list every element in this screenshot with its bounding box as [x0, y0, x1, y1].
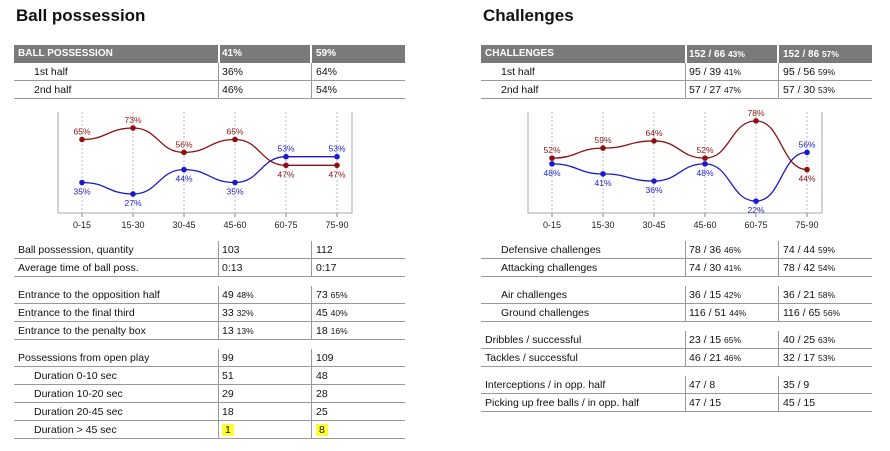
data-label: 48%	[543, 167, 561, 178]
data-label: 59%	[594, 135, 612, 146]
column-divider	[218, 81, 219, 99]
row-label: Interceptions / in opp. half	[485, 379, 606, 391]
team-a-value: 13 13%	[222, 325, 254, 337]
x-tick-label: 45-60	[223, 220, 247, 230]
stat-row	[481, 376, 872, 394]
column-divider	[778, 63, 779, 81]
column-divider	[685, 81, 686, 99]
data-label: 22%	[747, 205, 765, 216]
data-point	[232, 180, 238, 186]
row-divider	[14, 98, 405, 99]
column-divider	[218, 286, 219, 304]
series-line	[82, 128, 337, 165]
column-divider	[311, 403, 312, 421]
team-a-value: 47 / 8	[689, 379, 716, 391]
data-label: 52%	[696, 145, 714, 156]
row-label: Entrance to the opposition half	[18, 289, 160, 301]
column-divider	[218, 304, 219, 322]
team-b-value: 74 / 44 59%	[783, 244, 836, 256]
column-divider	[311, 349, 312, 367]
data-point	[804, 167, 810, 173]
data-point	[753, 198, 759, 204]
header-team-b: 59%	[316, 48, 337, 59]
chart-frame	[58, 112, 352, 213]
half-row	[14, 81, 405, 99]
ball-possession-header	[14, 45, 405, 63]
row-label: Duration 10-20 sec	[34, 388, 123, 400]
data-point	[549, 161, 555, 167]
row-label: Entrance to the penalty box	[18, 325, 146, 337]
data-label: 48%	[696, 167, 714, 178]
column-divider	[311, 241, 312, 259]
team-b-value: 40 / 25 63%	[783, 334, 836, 346]
team-a-value: 99	[222, 352, 234, 364]
ball-possession-title: Ball possession	[16, 6, 146, 25]
team-b-value: 32 / 17 53%	[783, 352, 836, 364]
data-label: 53%	[277, 143, 295, 154]
data-point	[283, 163, 289, 169]
stat-row	[14, 367, 405, 385]
column-divider	[218, 322, 219, 340]
column-divider	[218, 259, 219, 277]
data-label: 53%	[328, 143, 346, 154]
data-label: 35%	[226, 186, 244, 197]
team-a-value: 49 48%	[222, 289, 254, 301]
column-divider	[311, 367, 312, 385]
team-a-value: 23 / 15 65%	[689, 334, 742, 346]
row-label: Air challenges	[501, 289, 567, 301]
x-tick-label: 15-30	[121, 220, 145, 230]
column-divider	[311, 81, 312, 99]
team-b-value: 95 / 56 59%	[783, 66, 836, 78]
column-divider	[685, 349, 686, 367]
column-divider	[311, 322, 312, 340]
team-a-value: 36 / 15 42%	[689, 289, 742, 301]
stat-row	[14, 421, 405, 439]
column-divider	[685, 331, 686, 349]
row-divider	[14, 438, 405, 439]
data-point	[600, 145, 606, 151]
header-team-a: 41%	[222, 48, 243, 59]
row-divider	[481, 98, 872, 99]
row-divider	[481, 276, 872, 277]
half-row	[14, 63, 405, 81]
stat-row	[481, 259, 872, 277]
header-team-b: 152 / 86 57%	[783, 49, 839, 60]
team-b-value: 18 16%	[316, 325, 348, 337]
column-divider	[218, 241, 219, 259]
data-point	[753, 118, 759, 124]
team-b-value: 54%	[316, 84, 338, 96]
row-label: 2nd half	[34, 84, 72, 96]
column-divider	[778, 259, 779, 277]
row-label: Entrance to the final third	[18, 307, 135, 319]
data-point	[600, 171, 606, 177]
possession-chart	[0, 104, 400, 239]
challenges-chart	[470, 104, 870, 239]
stat-row	[481, 331, 872, 349]
stat-row	[14, 385, 405, 403]
series-line	[552, 152, 807, 201]
column-divider	[685, 259, 686, 277]
team-a-value: 33 32%	[222, 307, 254, 319]
row-label: Average time of ball poss.	[18, 262, 139, 274]
row-divider	[14, 339, 405, 340]
data-point	[804, 150, 810, 156]
row-divider	[481, 366, 872, 367]
data-label: 64%	[645, 127, 663, 138]
data-label: 52%	[543, 145, 561, 156]
series-line	[82, 157, 337, 194]
data-label: 73%	[124, 115, 142, 126]
team-a-value: 1	[222, 421, 234, 439]
row-label: Defensive challenges	[501, 244, 601, 256]
team-a-value: 36%	[222, 66, 244, 78]
column-divider	[311, 259, 312, 277]
stat-row	[481, 349, 872, 367]
data-point	[79, 137, 85, 143]
data-point	[130, 191, 136, 197]
data-point	[549, 155, 555, 161]
team-b-value: 25	[316, 406, 328, 418]
data-point	[651, 178, 657, 184]
column-divider	[685, 241, 686, 259]
team-b-value: 35 / 9	[783, 379, 810, 391]
challenges-title: Challenges	[483, 6, 574, 25]
data-point	[181, 167, 187, 173]
row-label: 1st half	[34, 66, 68, 78]
data-label: 65%	[226, 126, 244, 137]
data-point	[181, 150, 187, 156]
column-divider	[218, 63, 219, 81]
column-divider	[218, 385, 219, 403]
data-label: 56%	[798, 139, 816, 150]
column-divider	[685, 304, 686, 322]
row-label: Duration 20-45 sec	[34, 406, 123, 418]
column-divider	[218, 367, 219, 385]
team-b-value: 36 / 21 58%	[783, 289, 836, 301]
column-divider	[685, 286, 686, 304]
series-line	[552, 121, 807, 170]
stat-row	[14, 322, 405, 340]
header-label: CHALLENGES	[485, 48, 554, 59]
column-divider	[778, 241, 779, 259]
challenges-header	[481, 45, 872, 63]
team-a-value: 78 / 36 46%	[689, 244, 742, 256]
x-tick-label: 0-15	[542, 220, 562, 230]
column-divider	[311, 286, 312, 304]
team-b-value: 28	[316, 388, 328, 400]
team-a-value: 51	[222, 370, 234, 382]
x-tick-label: 30-45	[172, 220, 196, 230]
team-a-value: 47 / 15	[689, 397, 722, 409]
team-a-value: 74 / 30 41%	[689, 262, 742, 274]
data-label: 41%	[594, 177, 612, 188]
chart-frame	[528, 112, 822, 216]
team-a-value: 0:13	[222, 262, 243, 274]
data-point	[651, 138, 657, 144]
team-b-value: 45 / 15	[783, 397, 816, 409]
data-label: 44%	[175, 173, 193, 184]
data-point	[334, 163, 340, 169]
header-label: BALL POSSESSION	[18, 48, 113, 59]
column-divider	[778, 394, 779, 412]
column-divider	[685, 63, 686, 81]
stat-row	[14, 259, 405, 277]
column-divider	[778, 81, 779, 99]
row-label: Possessions from open play	[18, 352, 150, 364]
x-tick-label: 30-45	[642, 220, 666, 230]
stat-row	[14, 286, 405, 304]
column-divider	[778, 376, 779, 394]
column-divider	[311, 304, 312, 322]
row-divider	[481, 411, 872, 412]
team-a-value: 29	[222, 388, 234, 400]
row-divider	[14, 276, 405, 277]
data-label: 65%	[73, 126, 91, 137]
stat-row	[481, 241, 872, 259]
team-b-value: 64%	[316, 66, 338, 78]
data-point	[702, 161, 708, 167]
data-point	[334, 154, 340, 160]
data-label: 78%	[747, 107, 765, 118]
row-label: Dribbles / successful	[485, 334, 582, 346]
data-label: 36%	[645, 185, 663, 196]
data-label: 35%	[73, 186, 91, 197]
column-divider	[778, 349, 779, 367]
column-divider	[218, 403, 219, 421]
team-b-value: 48	[316, 370, 328, 382]
row-label: Tackles / successful	[485, 352, 578, 364]
x-tick-label: 60-75	[744, 220, 768, 230]
team-b-value: 73 65%	[316, 289, 348, 301]
team-b-value: 116 / 65 56%	[783, 307, 841, 319]
data-point	[232, 137, 238, 143]
stat-row	[14, 241, 405, 259]
team-a-value: 116 / 51 44%	[689, 307, 747, 319]
data-label: 47%	[277, 169, 295, 180]
row-label: Ground challenges	[501, 307, 590, 319]
column-divider	[311, 385, 312, 403]
team-a-value: 57 / 27 47%	[689, 84, 742, 96]
column-divider	[218, 349, 219, 367]
data-point	[79, 180, 85, 186]
row-label: Attacking challenges	[501, 262, 598, 274]
half-row	[481, 81, 872, 99]
team-b-value: 78 / 42 54%	[783, 262, 836, 274]
data-label: 56%	[175, 139, 193, 150]
row-label: Ball possession, quantity	[18, 244, 134, 256]
team-b-value: 8	[316, 421, 328, 439]
data-label: 44%	[798, 173, 816, 184]
team-a-value: 103	[222, 244, 240, 256]
stat-row	[481, 286, 872, 304]
stat-row	[481, 394, 872, 412]
stat-row	[14, 304, 405, 322]
team-b-value: 57 / 30 53%	[783, 84, 836, 96]
data-point	[283, 154, 289, 160]
team-a-value: 46%	[222, 84, 244, 96]
x-tick-label: 75-90	[795, 220, 819, 230]
column-divider	[778, 304, 779, 322]
column-divider	[778, 286, 779, 304]
row-label: Duration 0-10 sec	[34, 370, 117, 382]
x-tick-label: 60-75	[274, 220, 298, 230]
team-a-value: 46 / 21 46%	[689, 352, 742, 364]
team-a-value: 95 / 39 41%	[689, 66, 742, 78]
x-tick-label: 45-60	[693, 220, 717, 230]
data-point	[702, 155, 708, 161]
column-divider	[311, 63, 312, 81]
row-label: 2nd half	[501, 84, 539, 96]
row-label: 1st half	[501, 66, 535, 78]
column-divider	[311, 421, 312, 439]
data-point	[130, 125, 136, 131]
data-label: 47%	[328, 169, 346, 180]
row-divider	[481, 321, 872, 322]
column-divider	[685, 394, 686, 412]
team-b-value: 112	[316, 244, 333, 256]
stat-row	[14, 349, 405, 367]
row-label: Duration > 45 sec	[34, 424, 117, 436]
x-tick-label: 15-30	[591, 220, 615, 230]
team-b-value: 0:17	[316, 262, 337, 274]
team-b-value: 109	[316, 352, 334, 364]
column-divider	[778, 331, 779, 349]
x-tick-label: 75-90	[325, 220, 349, 230]
row-label: Picking up free balls / in opp. half	[485, 397, 640, 409]
header-team-a: 152 / 66 43%	[689, 49, 745, 60]
data-label: 27%	[124, 197, 142, 208]
x-tick-label: 0-15	[72, 220, 92, 230]
team-b-value: 45 40%	[316, 307, 348, 319]
half-row	[481, 63, 872, 81]
column-divider	[685, 376, 686, 394]
team-a-value: 18	[222, 406, 234, 418]
column-divider	[218, 421, 219, 439]
stat-row	[481, 304, 872, 322]
stat-row	[14, 403, 405, 421]
